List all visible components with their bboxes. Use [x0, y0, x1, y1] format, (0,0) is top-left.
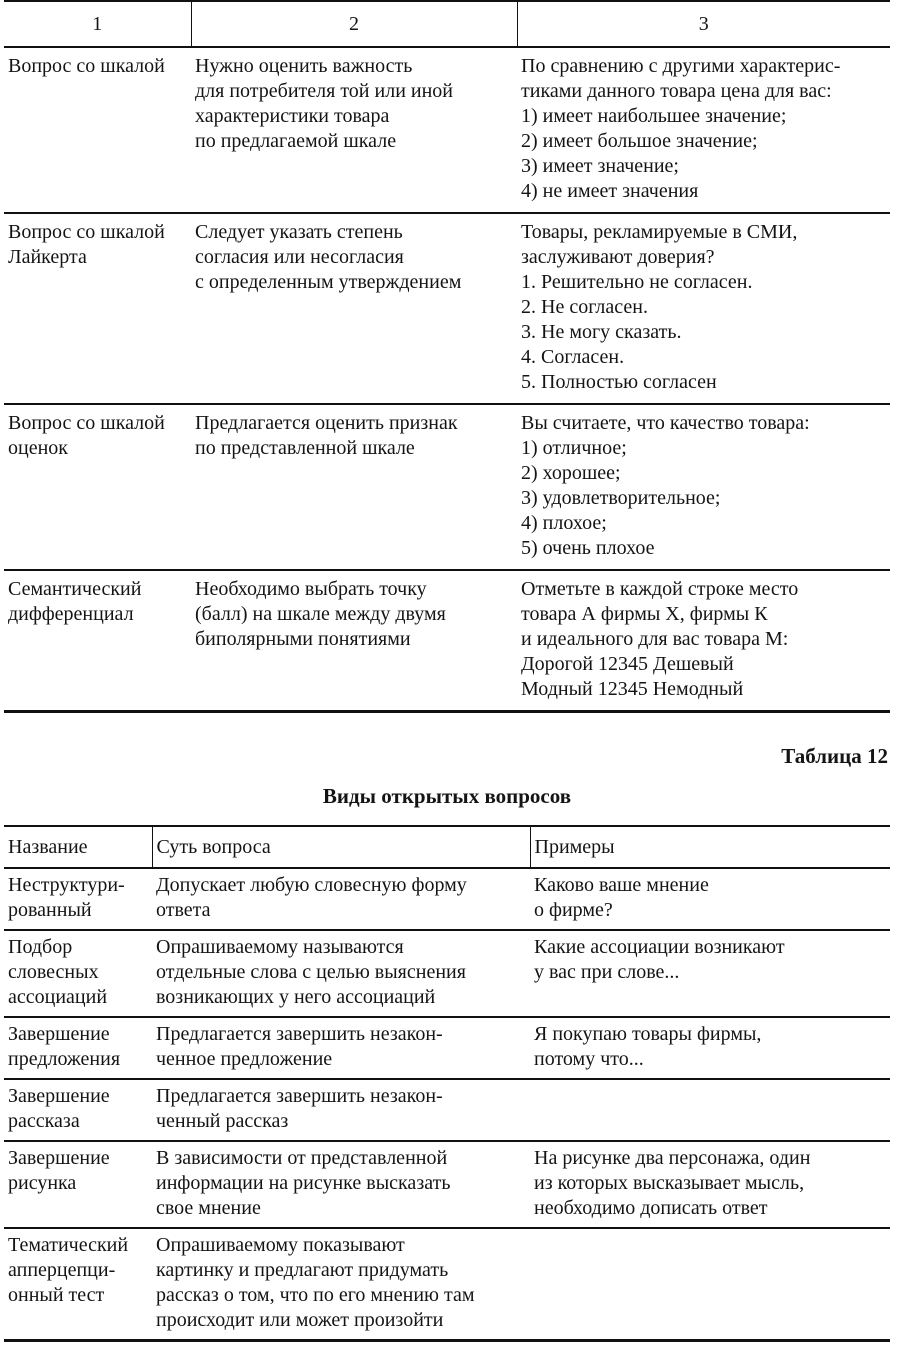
table-cell — [152, 930, 530, 1017]
cell-text-line: происходит или может произойти — [156, 1309, 444, 1331]
table-number-label: Таблица 12 — [781, 744, 888, 768]
table-cell — [152, 1079, 530, 1141]
cell-text-line: Отметьте в каждой строке место — [521, 578, 799, 600]
cell-text-line: 4. Согласен. — [521, 346, 625, 368]
cell-text-line: информации на рисунке высказать — [156, 1172, 451, 1194]
cell-text-line: словесных — [8, 961, 99, 983]
table-row — [4, 404, 890, 570]
cell-text-line: необходимо дописать ответ — [534, 1197, 768, 1219]
table-cell — [530, 1141, 890, 1228]
cell-text-line: Вы считаете, что качество товара: — [521, 412, 810, 434]
cell-text-line: 3) удовлетворительное; — [521, 487, 721, 509]
cell-text-line: Каково ваше мнение — [534, 874, 709, 896]
cell-text-line: Нужно оценить важность — [195, 55, 413, 77]
table-row — [4, 1017, 890, 1079]
cell-text-line: о фирме? — [534, 899, 613, 921]
cell-text-line: Модный 12345 Немодный — [521, 678, 744, 700]
cell-text-line: картинку и предлагают придумать — [156, 1259, 449, 1281]
cell-text-line: 4) не имеет значения — [521, 180, 699, 202]
table-cell — [4, 1079, 152, 1141]
table-body — [4, 47, 890, 712]
table-cell — [4, 570, 191, 712]
cell-text-line: Необходимо выбрать точку — [195, 578, 427, 600]
cell-text-line: 5) очень плохое — [521, 537, 655, 559]
cell-text-line: Опрашиваемому показывают — [156, 1234, 405, 1256]
column-header: Примеры — [530, 826, 890, 868]
cell-text-line: 3) имеет значение; — [521, 155, 679, 177]
table-row — [4, 868, 890, 930]
cell-text-line: (балл) на шкале между двумя — [195, 603, 446, 625]
cell-text-line: рассказ о том, что по его мнению там — [156, 1284, 475, 1306]
cell-text-line: 5. Полностью согласен — [521, 371, 717, 393]
cell-text-line: характеристики товара — [195, 105, 390, 127]
cell-text-line: Вопрос со шкалой — [8, 412, 165, 434]
cell-text-line: у вас при слове... — [534, 961, 680, 983]
table-cell — [530, 930, 890, 1017]
table-cell — [152, 1141, 530, 1228]
cell-text-line: На рисунке два персонажа, один — [534, 1147, 811, 1169]
cell-text-line: ченный рассказ — [156, 1110, 289, 1132]
cell-text-line: Я покупаю товары фирмы, — [534, 1023, 762, 1045]
table-cell — [530, 868, 890, 930]
cell-text-line: рисунка — [8, 1172, 77, 1194]
column-header: 3 — [517, 1, 890, 47]
table-title: Виды открытых вопросов — [322, 784, 572, 808]
cell-text-line: рованный — [8, 899, 92, 921]
table-cell — [530, 1228, 890, 1341]
open-questions-table — [4, 825, 890, 1342]
cell-text-line: Предлагается оценить признак — [195, 412, 458, 434]
cell-text-line: В зависимости от представленной — [156, 1147, 448, 1169]
table-row — [4, 213, 890, 404]
cell-text-line: Завершение — [8, 1085, 110, 1107]
table-cell — [4, 1141, 152, 1228]
column-header: Название — [4, 826, 152, 868]
cell-text-line: Какие ассоциации возникают — [534, 936, 785, 958]
cell-text-line: 3. Не могу сказать. — [521, 321, 682, 343]
cell-text-line: возникающих у него ассоциаций — [156, 986, 436, 1008]
cell-text-line: ответа — [156, 899, 211, 921]
table-cell — [152, 1228, 530, 1341]
cell-text-line: 1. Решительно не согласен. — [521, 271, 753, 293]
cell-text-line: Лайкерта — [8, 246, 87, 268]
cell-text-line: Подбор — [8, 936, 73, 958]
cell-text-line: Предлагается завершить незакон- — [156, 1023, 443, 1045]
cell-text-line: предложения — [8, 1048, 121, 1070]
table-row — [4, 1141, 890, 1228]
cell-text-line: 2) хорошее; — [521, 462, 621, 484]
cell-text-line: 2. Не согласен. — [521, 296, 648, 318]
cell-text-line: товара А фирмы X, фирмы К — [521, 603, 768, 625]
cell-text-line: Вопрос со шкалой — [8, 55, 165, 77]
cell-text-line: Дорогой 12345 Дешевый — [521, 653, 734, 675]
table-cell — [530, 1017, 890, 1079]
cell-text-line: по представленной шкале — [195, 437, 415, 459]
table-body — [4, 868, 890, 1341]
cell-text-line: Товары, рекламируемые в СМИ, — [521, 221, 798, 243]
cell-text-line: по предлагаемой шкале — [195, 130, 397, 152]
table-row — [4, 47, 890, 213]
table-cell — [4, 404, 191, 570]
table-cell — [152, 1017, 530, 1079]
cell-text-line: Допускает любую словесную форму — [156, 874, 467, 896]
table-cell — [4, 930, 152, 1017]
cell-text-line: Завершение — [8, 1147, 110, 1169]
column-header: 1 — [4, 1, 191, 47]
cell-text-line: биполярными понятиями — [195, 628, 411, 650]
cell-text-line: 1) отличное; — [521, 437, 627, 459]
table-cell — [517, 570, 890, 712]
cell-text-line: заслуживают доверия? — [521, 246, 715, 268]
table-cell — [191, 570, 517, 712]
cell-text-line: и идеального для вас товара М: — [521, 628, 789, 650]
table-cell — [517, 47, 890, 213]
cell-text-line: 1) имеет наибольшее значение; — [521, 105, 787, 127]
cell-text-line: Предлагается завершить незакон- — [156, 1085, 443, 1107]
cell-text-line: свое мнение — [156, 1197, 261, 1219]
table-cell — [191, 404, 517, 570]
column-header: 2 — [191, 1, 517, 47]
table-cell — [191, 47, 517, 213]
cell-text-line: для потребителя той или иной — [195, 80, 454, 102]
cell-text-line: отдельные слова с целью выяснения — [156, 961, 466, 983]
table-row — [4, 1228, 890, 1341]
cell-text-line: ассоциаций — [8, 986, 108, 1008]
table-cell — [152, 868, 530, 930]
cell-text-line: Семантический — [8, 578, 142, 600]
cell-text-line: рассказа — [8, 1110, 80, 1132]
cell-text-line: Неструктури- — [8, 874, 125, 896]
table-row — [4, 1079, 890, 1141]
table-cell — [4, 47, 191, 213]
table-cell — [191, 213, 517, 404]
table-cell — [517, 404, 890, 570]
table-cell — [4, 1228, 152, 1341]
table-cell — [4, 213, 191, 404]
table-row — [4, 930, 890, 1017]
document-page — [4, 0, 890, 1342]
closed-questions-table — [4, 0, 890, 713]
cell-text-line: из которых высказывает мысль, — [534, 1172, 805, 1194]
cell-text-line: ченное предложение — [156, 1048, 333, 1070]
cell-text-line: 2) имеет большое значение; — [521, 130, 758, 152]
cell-text-line: Опрашиваемому называются — [156, 936, 404, 958]
column-header: Суть вопроса — [152, 826, 530, 868]
table-cell — [4, 868, 152, 930]
cell-text-line: онный тест — [8, 1284, 105, 1306]
cell-text-line: с определенным утверждением — [195, 271, 462, 293]
cell-text-line: Следует указать степень — [195, 221, 403, 243]
table-cell — [517, 213, 890, 404]
table-cell — [530, 1079, 890, 1141]
cell-text-line: Тематический — [8, 1234, 129, 1256]
cell-text-line: тиками данного товара цена для вас: — [521, 80, 832, 102]
cell-text-line: Завершение — [8, 1023, 110, 1045]
cell-text-line: Вопрос со шкалой — [8, 221, 165, 243]
cell-text-line: По сравнению с другими характерис- — [521, 55, 841, 77]
cell-text-line: 4) плохое; — [521, 512, 607, 534]
cell-text-line: дифференциал — [8, 603, 134, 625]
table-header-row — [4, 1, 890, 47]
table-cell — [4, 1017, 152, 1079]
cell-text-line: оценок — [8, 437, 68, 459]
table-header-row — [4, 826, 890, 868]
cell-text-line: согласия или несогласия — [195, 246, 404, 268]
cell-text-line: потому что... — [534, 1048, 644, 1070]
table-row — [4, 570, 890, 712]
cell-text-line: апперцепци- — [8, 1259, 116, 1281]
